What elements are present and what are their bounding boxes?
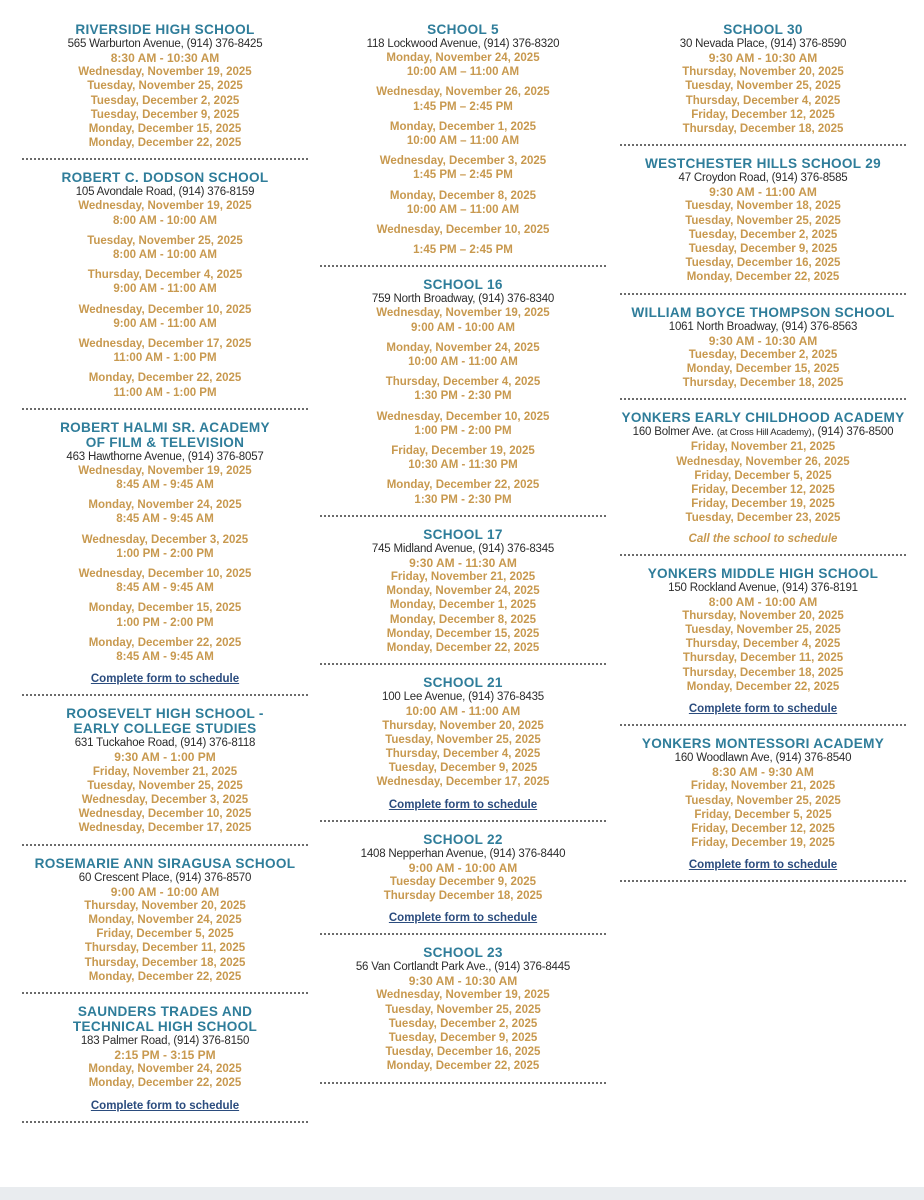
session-date: Monday, December 22, 2025 — [386, 642, 540, 655]
session-date: Thursday, December 18, 2025 — [682, 377, 844, 390]
school-name — [620, 410, 906, 425]
school-address: 105 Avondale Road, (914) 376-8159 — [75, 186, 255, 199]
session-slot — [320, 444, 606, 472]
session-date: Friday, November 21, 2025 — [690, 441, 836, 454]
address-street: 160 Bolmer Ave. — [632, 426, 717, 439]
session-date: Tuesday, November 25, 2025 — [385, 733, 541, 746]
session-date: Thursday, December 18, 2025 — [682, 123, 844, 136]
session-date: Thursday, December 4, 2025 — [385, 747, 541, 760]
school-block-school-22 — [320, 830, 606, 936]
school-name — [620, 305, 906, 320]
session-date: Monday, December 22, 2025 — [88, 1077, 242, 1090]
school-address: 631 Tuckahoe Road, (914) 376-8118 — [74, 737, 256, 750]
school-address: 183 Palmer Road, (914) 376-8150 — [80, 1034, 250, 1047]
session-time: 1:30 PM - 2:30 PM — [414, 493, 512, 506]
school-name — [22, 22, 308, 37]
session-date: Wednesday, December 3, 2025 — [81, 533, 249, 546]
session-slot — [22, 464, 308, 492]
school-block-school-30 — [620, 20, 906, 146]
session-date: Friday, December 5, 2025 — [694, 469, 832, 482]
session-time: 1:00 PM - 2:00 PM — [116, 547, 214, 560]
session-date: Friday, November 21, 2025 — [92, 765, 238, 778]
session-time: 1:00 PM - 2:00 PM — [116, 616, 214, 629]
schedule-column-3 — [620, 20, 906, 890]
schedule-column-2 — [320, 20, 606, 1092]
session-date: Tuesday, November 25, 2025 — [685, 624, 841, 637]
school-address: 100 Lee Avenue, (914) 376-8435 — [382, 691, 544, 704]
school-address: 759 North Broadway, (914) 376-8340 — [371, 293, 555, 306]
session-date: Tuesday, December 9, 2025 — [688, 243, 838, 256]
session-date: Thursday, December 4, 2025 — [685, 638, 841, 651]
session-date: Wednesday, December 10, 2025 — [376, 224, 550, 237]
session-time: 1:45 PM – 2:45 PM — [413, 169, 513, 182]
session-date: Monday, December 8, 2025 — [389, 613, 537, 626]
session-date: Tuesday, December 16, 2025 — [685, 257, 841, 270]
school-name — [320, 527, 606, 542]
school-name — [320, 22, 606, 37]
school-address: 47 Croydon Road, (914) 376-8585 — [678, 172, 848, 185]
school-block-robert-c-dodson-school — [22, 168, 308, 409]
session-date: Wednesday, November 19, 2025 — [78, 66, 252, 79]
session-time: 8:45 AM - 9:45 AM — [116, 513, 214, 526]
session-time: 8:00 AM - 10:00 AM — [708, 594, 818, 609]
school-name — [22, 1004, 308, 1034]
school-name-line: YONKERS MIDDLE HIGH SCHOOL — [647, 565, 879, 581]
session-time: 9:30 AM - 10:30 AM — [708, 51, 818, 65]
session-date: Wednesday, December 10, 2025 — [78, 303, 252, 316]
school-name-line: SCHOOL 16 — [423, 277, 503, 293]
session-date: Tuesday, December 23, 2025 — [685, 512, 841, 525]
session-time: 11:00 AM - 1:00 PM — [113, 386, 217, 399]
session-date: Wednesday, November 26, 2025 — [376, 86, 550, 99]
school-block-roosevelt-high-school-early-college-studies — [22, 704, 308, 845]
school-address: 30 Nevada Place, (914) 376-8590 — [679, 38, 847, 50]
session-slot — [22, 567, 308, 595]
session-slot — [320, 154, 606, 182]
session-date: Tuesday, November 25, 2025 — [87, 234, 243, 247]
schedule-form-link[interactable]: Complete form to schedule — [688, 703, 838, 716]
school-name — [22, 706, 308, 736]
school-address: 60 Crescent Place, (914) 376-8570 — [78, 871, 252, 884]
school-name-line: SCHOOL 21 — [423, 675, 503, 691]
session-slot — [320, 375, 606, 403]
school-name — [320, 945, 606, 960]
school-block-saunders-trades-and-technical-high-school — [22, 1002, 308, 1123]
school-block-school-5 — [320, 20, 606, 267]
session-date: Wednesday, November 19, 2025 — [376, 307, 550, 320]
school-name-line: SCHOOL 23 — [423, 945, 503, 961]
school-name-line: ROBERT C. DODSON SCHOOL — [61, 170, 269, 186]
session-slot — [320, 306, 606, 334]
session-date: Thursday, December 11, 2025 — [84, 942, 246, 955]
session-date: Thursday, December 4, 2025 — [685, 94, 841, 107]
school-block-robert-halmi-sr-academy-of-film-television — [22, 418, 308, 696]
school-name — [320, 675, 606, 690]
school-name-line: RIVERSIDE HIGH SCHOOL — [75, 22, 255, 37]
session-slot — [22, 636, 308, 664]
school-name — [620, 736, 906, 751]
session-date: Wednesday, November 19, 2025 — [78, 464, 252, 477]
session-date: Monday, December 15, 2025 — [88, 602, 242, 615]
session-date: Monday, November 24, 2025 — [386, 341, 540, 354]
session-date: Monday, December 15, 2025 — [386, 627, 540, 640]
school-block-rosemarie-ann-siragusa-school — [22, 854, 308, 994]
session-date: Friday, December 19, 2025 — [391, 445, 535, 458]
session-time: 10:00 AM – 11:00 AM — [406, 66, 520, 79]
session-slot — [22, 234, 308, 262]
session-time: 9:30 AM - 10:30 AM — [708, 333, 818, 348]
school-address — [620, 425, 906, 440]
school-name-line: WILLIAM BOYCE THOMPSON SCHOOL — [631, 304, 895, 320]
session-date: Tuesday, December 2, 2025 — [688, 228, 838, 241]
session-time: 8:30 AM - 10:30 AM — [110, 51, 220, 65]
session-time: 8:45 AM - 9:45 AM — [116, 582, 214, 595]
school-block-school-16 — [320, 275, 606, 516]
session-time: 10:30 AM - 11:30 PM — [408, 459, 518, 472]
session-slot — [320, 223, 606, 237]
school-name-line: ROOSEVELT HIGH SCHOOL - — [66, 706, 264, 722]
session-date: Wednesday, November 19, 2025 — [376, 989, 550, 1002]
session-date: Friday, November 21, 2025 — [690, 780, 836, 793]
session-date: Monday, December 1, 2025 — [389, 120, 537, 133]
session-date: Thursday, November 20, 2025 — [682, 609, 844, 622]
school-name-line: WESTCHESTER HILLS SCHOOL 29 — [645, 156, 881, 172]
session-date: Monday, December 15, 2025 — [88, 123, 242, 136]
school-name — [620, 22, 906, 37]
session-date: Wednesday, December 3, 2025 — [81, 793, 249, 806]
session-date: Thursday, November 20, 2025 — [84, 899, 246, 912]
session-date: Monday, November 24, 2025 — [88, 1063, 242, 1076]
school-block-school-17 — [320, 525, 606, 665]
session-time: 9:30 AM - 11:00 AM — [709, 185, 817, 200]
session-slot — [22, 498, 308, 526]
session-date: Wednesday, December 17, 2025 — [78, 822, 252, 835]
session-date: Tuesday, November 25, 2025 — [685, 794, 841, 807]
session-time: 9:00 AM - 10:00 AM — [110, 884, 220, 899]
session-date: Monday, December 1, 2025 — [389, 599, 537, 612]
session-date: Monday, November 24, 2025 — [386, 585, 540, 598]
session-date: Tuesday, November 25, 2025 — [685, 214, 841, 227]
session-date: Monday, December 22, 2025 — [88, 137, 242, 150]
session-date: Wednesday, December 17, 2025 — [376, 776, 550, 789]
session-date: Tuesday, December 9, 2025 — [388, 1031, 538, 1044]
session-slot — [22, 371, 308, 399]
session-time: 10:00 AM - 11:00 AM — [408, 356, 518, 369]
schedule-form-link[interactable]: Complete form to schedule — [688, 859, 838, 872]
session-date: Tuesday, December 9, 2025 — [388, 762, 538, 775]
session-date: Thursday, December 18, 2025 — [84, 956, 246, 969]
page-bottom-band — [0, 1187, 924, 1200]
school-name-line: EARLY COLLEGE STUDIES — [73, 721, 257, 737]
session-date: Thursday, December 11, 2025 — [682, 652, 844, 665]
school-address: 1408 Nepperhan Avenue, (914) 376-8440 — [360, 847, 566, 860]
school-block-school-21 — [320, 673, 606, 821]
session-date: Thursday, December 4, 2025 — [385, 376, 541, 389]
school-address: 745 Midland Avenue, (914) 376-8345 — [371, 542, 555, 555]
session-time: 8:30 AM - 9:30 AM — [712, 765, 814, 780]
schedule-form-link[interactable]: Complete form to schedule — [388, 798, 538, 811]
session-time: 9:30 AM - 1:00 PM — [114, 750, 216, 765]
session-time: 9:00 AM - 10:00 AM — [411, 321, 515, 334]
session-date: Monday, December 22, 2025 — [686, 271, 840, 284]
session-time: 1:30 PM - 2:30 PM — [414, 390, 512, 403]
session-date: Monday, November 24, 2025 — [386, 52, 540, 64]
school-address: 160 Woodlawn Ave, (914) 376-8540 — [674, 752, 852, 765]
school-block-riverside-high-school — [22, 20, 308, 160]
school-block-yonkers-montessori-academy — [620, 734, 906, 882]
session-slot — [320, 85, 606, 113]
session-date: Tuesday, December 16, 2025 — [385, 1046, 541, 1059]
session-date: Thursday December 18, 2025 — [383, 889, 543, 902]
session-date: Friday, December 19, 2025 — [691, 498, 835, 511]
session-date: Monday, December 8, 2025 — [389, 189, 537, 202]
school-block-yonkers-early-childhood-academy — [620, 408, 906, 555]
session-time: 9:30 AM - 11:30 AM — [409, 555, 517, 570]
session-date: Monday, December 22, 2025 — [386, 479, 540, 492]
session-date: Wednesday, November 26, 2025 — [676, 455, 850, 468]
school-name — [22, 170, 308, 185]
session-slot — [320, 341, 606, 369]
session-date: Wednesday, November 19, 2025 — [78, 200, 252, 213]
session-date: Tuesday, December 2, 2025 — [388, 1017, 538, 1030]
session-time: 9:00 AM - 11:00 AM — [113, 317, 217, 330]
session-slot — [320, 410, 606, 438]
session-date: Friday, December 19, 2025 — [691, 837, 835, 850]
school-name-line: SCHOOL 22 — [423, 831, 503, 847]
session-time: 8:45 AM - 9:45 AM — [116, 479, 214, 492]
address-note: (at Cross Hill Academy) — [716, 427, 812, 439]
session-date: Wednesday, December 17, 2025 — [78, 338, 252, 351]
school-name-line: ROSEMARIE ANN SIRAGUSA SCHOOL — [34, 855, 296, 871]
session-slot — [22, 268, 308, 296]
session-slot — [22, 533, 308, 561]
school-name-line: SAUNDERS TRADES AND — [77, 1003, 253, 1019]
session-slot — [22, 303, 308, 331]
session-date: Monday, December 15, 2025 — [686, 363, 840, 376]
session-date: Monday, December 22, 2025 — [686, 680, 840, 693]
session-date: Thursday, November 20, 2025 — [682, 66, 844, 79]
schedule-column-1 — [22, 20, 308, 1131]
school-block-school-23 — [320, 943, 606, 1083]
session-slot — [320, 120, 606, 148]
session-date: Friday, December 12, 2025 — [691, 484, 835, 497]
schedule-form-link[interactable]: Complete form to schedule — [388, 912, 538, 925]
session-date: Tuesday, November 25, 2025 — [87, 779, 243, 792]
session-date: Wednesday, December 10, 2025 — [376, 410, 550, 423]
session-date: Friday, December 5, 2025 — [694, 808, 832, 821]
session-time: 10:00 AM – 11:00 AM — [406, 135, 520, 148]
school-name-line: SCHOOL 17 — [423, 526, 503, 542]
session-date: Monday, December 22, 2025 — [88, 636, 242, 649]
session-date: Monday, December 22, 2025 — [88, 970, 242, 983]
school-name — [22, 420, 308, 450]
school-address: 565 Warburton Avenue, (914) 376-8425 — [67, 38, 263, 50]
session-time: 10:00 AM - 11:00 AM — [405, 704, 521, 719]
session-date: Monday, December 22, 2025 — [88, 372, 242, 385]
session-date: Tuesday, December 2, 2025 — [688, 348, 838, 361]
session-slot — [22, 199, 308, 227]
session-date: Wednesday, December 10, 2025 — [78, 568, 252, 581]
session-date: Thursday, November 20, 2025 — [382, 719, 544, 732]
schedule-form-link[interactable]: Complete form to schedule — [90, 673, 240, 686]
school-name — [22, 856, 308, 871]
school-name-line: TECHNICAL HIGH SCHOOL — [72, 1018, 258, 1034]
session-time: 9:00 AM - 11:00 AM — [113, 283, 217, 296]
session-slot — [22, 601, 308, 629]
session-date: Wednesday, December 3, 2025 — [379, 155, 547, 168]
school-address: 463 Hawthorne Avenue, (914) 376-8057 — [66, 450, 264, 463]
school-name — [620, 566, 906, 581]
session-slot — [22, 337, 308, 365]
school-name — [620, 156, 906, 171]
session-date: Tuesday, November 25, 2025 — [87, 80, 243, 93]
session-date: Tuesday, December 9, 2025 — [90, 108, 240, 121]
session-date: Thursday, December 18, 2025 — [682, 666, 844, 679]
school-name — [320, 277, 606, 292]
school-name-line: YONKERS EARLY CHILDHOOD ACADEMY — [621, 410, 905, 426]
session-time: 2:15 PM - 3:15 PM — [114, 1047, 216, 1062]
school-name-line: SCHOOL 30 — [723, 22, 803, 37]
address-phone: , (914) 376-8500 — [811, 426, 894, 439]
school-address: 56 Van Cortlandt Park Ave., (914) 376-8445 — [355, 961, 571, 974]
school-name — [320, 832, 606, 847]
school-name-line: YONKERS MONTESSORI ACADEMY — [641, 736, 885, 752]
school-name-line: ROBERT HALMI SR. ACADEMY — [60, 419, 270, 435]
session-time: 8:00 AM - 10:00 AM — [113, 249, 217, 262]
school-name-line: SCHOOL 5 — [427, 22, 499, 37]
school-address: 118 Lockwood Avenue, (914) 376-8320 — [366, 38, 560, 50]
schedule-note: Call the school to schedule — [688, 532, 838, 545]
session-slot — [320, 243, 606, 257]
session-date: Tuesday, November 18, 2025 — [685, 200, 841, 213]
session-date: Friday, December 12, 2025 — [691, 108, 835, 121]
school-block-westchester-hills-school-29 — [620, 154, 906, 294]
session-date: Tuesday, December 2, 2025 — [90, 94, 240, 107]
session-time: 8:45 AM - 9:45 AM — [116, 651, 214, 664]
session-date: Monday, November 24, 2025 — [88, 913, 242, 926]
session-slot — [320, 51, 606, 79]
session-date: Friday, December 12, 2025 — [691, 822, 835, 835]
session-time: 1:45 PM – 2:45 PM — [413, 100, 513, 113]
session-date: Wednesday, December 10, 2025 — [78, 808, 252, 821]
session-date: Tuesday, November 25, 2025 — [685, 80, 841, 93]
session-date: Monday, December 22, 2025 — [386, 1060, 540, 1073]
session-time: 1:00 PM - 2:00 PM — [414, 424, 512, 437]
session-time: 11:00 AM - 1:00 PM — [113, 352, 217, 365]
school-block-william-boyce-thompson-school — [620, 303, 906, 401]
session-date: Tuesday December 9, 2025 — [389, 875, 537, 888]
session-time: 9:00 AM - 10:00 AM — [408, 860, 518, 875]
session-time: 10:00 AM – 11:00 AM — [406, 203, 520, 216]
schedule-form-link[interactable]: Complete form to schedule — [90, 1099, 240, 1112]
session-slot — [320, 189, 606, 217]
session-date: Thursday, December 4, 2025 — [87, 269, 243, 282]
session-date: Friday, November 21, 2025 — [390, 571, 536, 584]
session-time: 8:00 AM - 10:00 AM — [113, 214, 217, 227]
session-time: 1:45 PM – 2:45 PM — [413, 244, 513, 257]
session-slot — [320, 478, 606, 506]
school-block-yonkers-middle-high-school — [620, 564, 906, 726]
school-address: 1061 North Broadway, (914) 376-8563 — [668, 320, 858, 333]
school-address: 150 Rockland Avenue, (914) 376-8191 — [668, 581, 858, 594]
session-date: Friday, December 5, 2025 — [96, 928, 234, 941]
session-time: 9:30 AM - 10:30 AM — [408, 974, 518, 989]
session-date: Monday, November 24, 2025 — [88, 499, 242, 512]
session-date: Tuesday, November 25, 2025 — [385, 1003, 541, 1016]
school-name-line: OF FILM & TELEVISION — [85, 434, 245, 450]
